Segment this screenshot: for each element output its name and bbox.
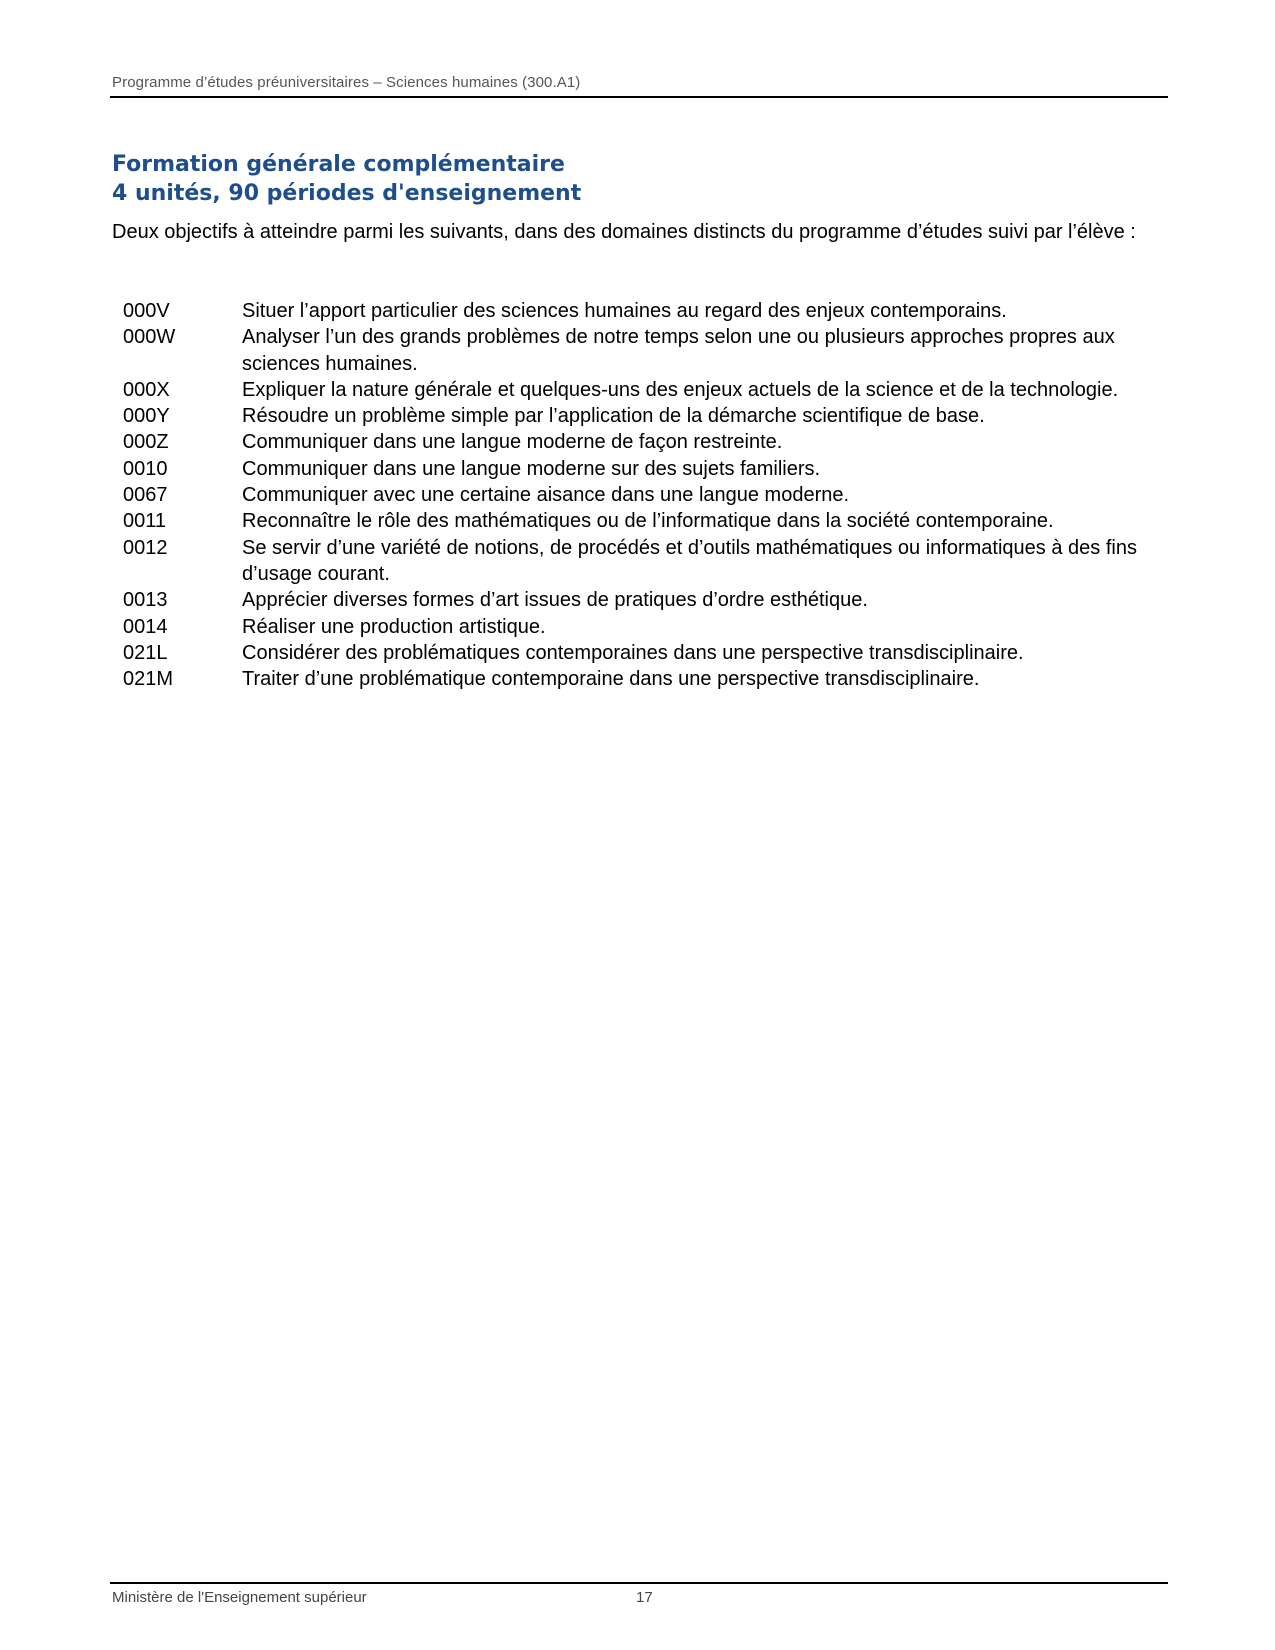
objective-text: Se servir d’une variété de notions, de procédés et d’outils mathématiques ou informatiques à des fins d’usage courant. [242, 536, 1137, 585]
objective-text: Situer l’apport particulier des sciences humaines au regard des enjeux contemporains. [242, 300, 1007, 322]
objective-text: Communiquer avec une certaine aisance dans une langue moderne. [242, 484, 850, 507]
objective-row [123, 298, 1173, 324]
objective-code: 021M [123, 668, 174, 691]
objective-row [123, 614, 1173, 640]
objective-row [123, 403, 1173, 429]
objective-code: 000X [123, 378, 170, 401]
objective-row [123, 535, 1173, 588]
section-title-line1: Formation générale complémentaire [112, 152, 565, 177]
objective-code: 000Y [123, 405, 170, 428]
objective-text: Résoudre un problème simple par l’application de la démarche scientifique de base. [242, 405, 985, 428]
objective-text: Expliquer la nature générale et quelques-uns des enjeux actuels de la science et de la technologie. [242, 378, 1119, 401]
objective-row [123, 324, 1173, 377]
objective-text: Analyser l’un des grands problèmes de notre temps selon une ou plusieurs approches propres aux sciences humaines. [242, 326, 1115, 375]
objective-code: 0013 [123, 589, 168, 612]
objective-code: 000V [123, 300, 170, 322]
objective-code: 0012 [123, 536, 168, 559]
page-number: 17 [636, 1589, 653, 1606]
section-title-line2: 4 unités, 90 périodes d'enseignement [112, 181, 582, 206]
objective-code: 0011 [123, 510, 167, 533]
objective-code: 000W [123, 326, 176, 349]
page-footer [110, 1582, 1168, 1608]
objective-code: 021L [123, 641, 168, 664]
objective-row [123, 666, 1173, 692]
objective-code: 0067 [123, 484, 168, 507]
objective-text: Reconnaître le rôle des mathématiques ou de l’informatique dans la société contemporaine. [242, 510, 1054, 533]
objective-row [123, 508, 1173, 534]
objective-text: Réaliser une production artistique. [242, 615, 546, 638]
objective-code: 0010 [123, 457, 168, 480]
objective-code: 0014 [123, 615, 168, 638]
objective-row [123, 377, 1173, 403]
objective-row [123, 640, 1173, 666]
footer-publisher: Ministère de l'Enseignement supérieur [112, 1589, 367, 1606]
objectives-list [123, 298, 1173, 692]
objective-row [123, 456, 1173, 482]
objective-text: Communiquer dans une langue moderne de façon restreinte. [242, 431, 783, 454]
objective-text: Traiter d’une problématique contemporaine dans une perspective transdisciplinaire. [242, 668, 980, 691]
objective-text: Communiquer dans une langue moderne sur des sujets familiers. [242, 457, 821, 480]
objective-row [123, 587, 1173, 613]
intro-paragraph: Deux objectifs à atteindre parmi les suivants, dans des domaines distincts du programme d’études suivi par l’élève : [112, 221, 1136, 243]
section-title [112, 150, 581, 208]
objective-row [123, 429, 1173, 455]
objective-text: Apprécier diverses formes d’art issues de pratiques d’ordre esthétique. [242, 589, 868, 612]
objective-text: Considérer des problématiques contemporaines dans une perspective transdisciplinaire. [242, 641, 1024, 664]
page-header [110, 74, 1168, 98]
objective-row [123, 482, 1173, 508]
objective-code: 000Z [123, 431, 169, 454]
header-text: Programme d’études préuniversitaires – Sciences humaines (300.A1) [112, 74, 581, 91]
